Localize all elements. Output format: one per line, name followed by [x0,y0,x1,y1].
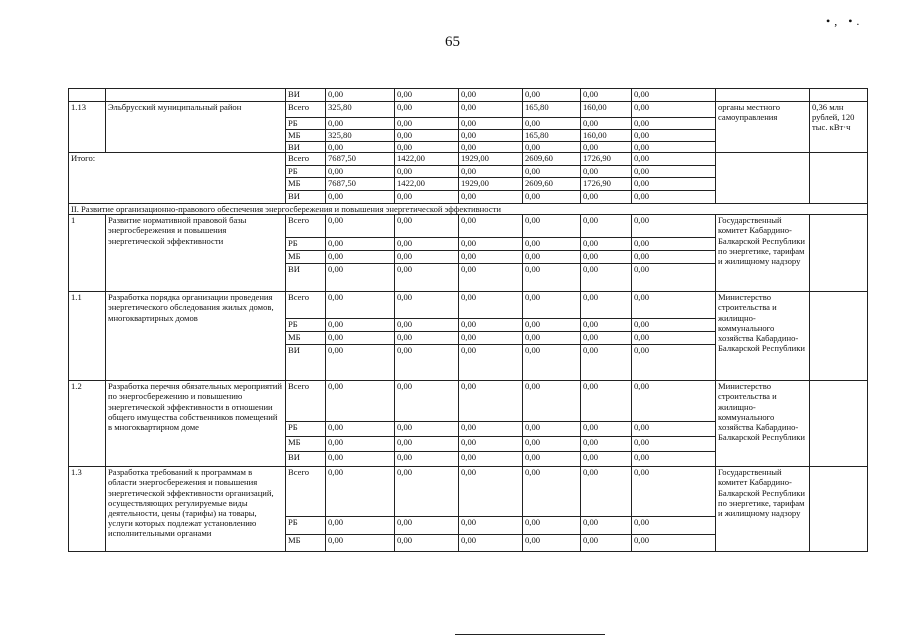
value-cell: 2609,60 [523,178,581,191]
value-cell: 0,00 [326,422,395,437]
value-cell: 0,00 [523,437,581,452]
name-cell: Разработка требований к программам в области энергосбережения и повышения энергетической эффективности организаций, осуществляющих регулируемые виды деятельности, цены (тарифы) на товары, услуги которых подлежат установлению исполнительными органами [106,467,286,552]
itogo-label: Итого: [69,153,286,204]
value-cell: 0,00 [581,381,632,422]
value-cell: 0,00 [326,215,395,238]
value-cell: 0,00 [581,118,632,130]
value-cell: 0,00 [632,102,716,118]
value-cell: 0,00 [581,264,632,292]
value-cell: 0,00 [581,319,632,332]
value-cell: 0,00 [459,238,523,251]
value-cell: 0,00 [632,422,716,437]
source-cell: МБ [286,178,326,191]
value-cell: 325,80 [326,102,395,118]
value-cell: 0,00 [632,89,716,102]
value-cell: 0,00 [326,319,395,332]
value-cell: 0,00 [523,467,581,517]
value-cell: 0,00 [581,166,632,178]
value-cell: 0,00 [326,467,395,517]
source-cell: РБ [286,118,326,130]
name-cell: Разработка порядка организации проведения энергетического обследования жилых домов, многоквартирных домов [106,292,286,381]
source-cell: МБ [286,437,326,452]
source-cell: Всего [286,381,326,422]
value-cell: 0,00 [581,215,632,238]
value-cell: 0,00 [632,178,716,191]
executor-cell: Государственный комитет Кабардино-Балкарской Республики по энергетике, тарифам и жилищному надзору [716,467,810,552]
value-cell: 0,00 [395,130,459,142]
num-cell: 1 [69,215,106,292]
value-cell: 0,00 [523,319,581,332]
source-cell: МБ [286,535,326,552]
source-cell: Всего [286,467,326,517]
source-cell: РБ [286,238,326,251]
value-cell: 0,00 [395,191,459,204]
value-cell: 0,00 [581,251,632,264]
value-cell: 0,00 [459,437,523,452]
value-cell: 0,00 [523,381,581,422]
num-cell: 1.1 [69,292,106,381]
value-cell: 0,00 [395,467,459,517]
value-cell: 0,00 [459,467,523,517]
result-cell [810,89,868,102]
value-cell: 0,00 [632,153,716,166]
num-cell: 1.3 [69,467,106,552]
value-cell: 0,00 [395,422,459,437]
value-cell: 0,00 [523,332,581,345]
value-cell: 0,00 [459,422,523,437]
value-cell: 0,00 [632,452,716,467]
value-cell: 0,00 [459,102,523,118]
value-cell: 1422,00 [395,178,459,191]
value-cell: 0,00 [459,535,523,552]
value-cell: 0,00 [326,535,395,552]
value-cell: 0,00 [395,452,459,467]
value-cell: 0,00 [395,142,459,153]
table-row [69,292,868,319]
value-cell: 0,00 [395,89,459,102]
program-table [68,88,868,552]
value-cell: 0,00 [395,381,459,422]
value-cell: 0,00 [523,452,581,467]
value-cell: 160,00 [581,102,632,118]
value-cell: 0,00 [459,452,523,467]
executor-cell: Государственный комитет Кабардино-Балкарской Республики по энергетике, тарифам и жилищному надзору [716,215,810,292]
name-cell [106,89,286,102]
value-cell: 0,00 [581,142,632,153]
value-cell: 0,00 [459,264,523,292]
value-cell: 0,00 [523,215,581,238]
table-row [69,204,868,215]
value-cell: 0,00 [395,437,459,452]
value-cell: 0,00 [459,166,523,178]
value-cell: 0,00 [326,452,395,467]
value-cell: 0,00 [395,319,459,332]
source-cell: РБ [286,422,326,437]
source-cell: ВИ [286,142,326,153]
value-cell: 0,00 [581,191,632,204]
value-cell: 0,00 [581,238,632,251]
value-cell: 0,00 [326,345,395,381]
name-cell: Разработка перечня обязательных мероприятий по энергосбережению и повышению энергетической эффективности в отношении общего имущества собственников помещений в многоквартирном доме [106,381,286,467]
table-row [69,102,868,118]
value-cell: 0,00 [632,166,716,178]
table-row [69,215,868,238]
value-cell: 7687,50 [326,153,395,166]
value-cell: 0,00 [523,191,581,204]
value-cell: 0,00 [326,89,395,102]
value-cell: 0,00 [395,251,459,264]
value-cell: 0,00 [459,332,523,345]
value-cell: 0,00 [632,517,716,535]
value-cell: 0,00 [632,437,716,452]
value-cell: 0,00 [395,345,459,381]
value-cell: 0,00 [523,166,581,178]
value-cell: 0,00 [632,319,716,332]
value-cell: 0,00 [523,238,581,251]
value-cell: 0,00 [459,251,523,264]
value-cell: 2609,60 [523,153,581,166]
value-cell: 1726,90 [581,178,632,191]
value-cell: 1929,00 [459,178,523,191]
value-cell: 0,00 [523,264,581,292]
value-cell: 0,00 [632,215,716,238]
value-cell: 0,00 [395,118,459,130]
value-cell: 0,00 [326,238,395,251]
value-cell: 0,00 [581,517,632,535]
value-cell: 0,00 [581,89,632,102]
value-cell: 0,00 [395,517,459,535]
value-cell: 160,00 [581,130,632,142]
source-cell: РБ [286,319,326,332]
value-cell: 0,00 [523,89,581,102]
value-cell: 0,00 [459,215,523,238]
value-cell: 0,00 [632,381,716,422]
value-cell: 0,00 [326,251,395,264]
scan-marks: •, •. [826,14,864,28]
value-cell: 165,80 [523,130,581,142]
source-cell: ВИ [286,89,326,102]
name-cell: Эльбрусский муниципальный район [106,102,286,153]
value-cell: 0,00 [523,422,581,437]
value-cell: 0,00 [632,191,716,204]
value-cell: 0,00 [326,292,395,319]
source-cell: Всего [286,215,326,238]
source-cell: РБ [286,517,326,535]
value-cell: 0,00 [523,142,581,153]
source-cell: Всего [286,153,326,166]
value-cell: 0,00 [523,118,581,130]
value-cell: 0,00 [632,264,716,292]
value-cell: 0,00 [326,142,395,153]
source-cell: МБ [286,251,326,264]
value-cell: 0,00 [395,102,459,118]
executor-cell [716,153,810,204]
table-row [69,89,868,102]
value-cell: 7687,50 [326,178,395,191]
source-cell: МБ [286,332,326,345]
result-cell [810,381,868,467]
value-cell: 0,00 [523,292,581,319]
name-cell: Развитие нормативной правовой базы энергосбережения и повышения энергетической эффективности [106,215,286,292]
value-cell: 0,00 [581,437,632,452]
value-cell: 0,00 [459,319,523,332]
value-cell: 0,00 [459,381,523,422]
value-cell: 0,00 [395,166,459,178]
source-cell: ВИ [286,345,326,381]
executor-cell: органы местного самоуправления [716,102,810,153]
page-number: 65 [445,34,460,50]
value-cell: 0,00 [581,467,632,517]
num-cell: 1.13 [69,102,106,153]
result-cell [810,153,868,204]
value-cell: 0,00 [632,238,716,251]
value-cell: 0,00 [581,422,632,437]
table-row [69,153,868,166]
source-cell: Всего [286,292,326,319]
value-cell: 0,00 [459,345,523,381]
value-cell: 0,00 [395,535,459,552]
value-cell: 0,00 [395,238,459,251]
value-cell: 165,80 [523,102,581,118]
source-cell: МБ [286,130,326,142]
value-cell: 0,00 [632,118,716,130]
value-cell: 0,00 [326,264,395,292]
table-row [69,381,868,422]
result-cell [810,467,868,552]
value-cell: 0,00 [326,332,395,345]
value-cell: 0,00 [395,264,459,292]
result-cell: 0,36 млн рублей, 120 тыс. кВт·ч [810,102,868,153]
value-cell: 0,00 [523,251,581,264]
value-cell: 0,00 [459,517,523,535]
value-cell: 0,00 [459,142,523,153]
value-cell: 1422,00 [395,153,459,166]
value-cell: 0,00 [632,251,716,264]
value-cell: 0,00 [326,381,395,422]
source-cell: РБ [286,166,326,178]
value-cell: 0,00 [326,517,395,535]
value-cell: 0,00 [523,517,581,535]
value-cell: 0,00 [632,467,716,517]
executor-cell [716,89,810,102]
result-cell [810,215,868,292]
value-cell: 0,00 [459,130,523,142]
value-cell: 1929,00 [459,153,523,166]
table-row [69,467,868,517]
executor-cell: Министерство строительства и жилищно-коммунального хозяйства Кабардино-Балкарской Республики [716,381,810,467]
value-cell: 0,00 [523,345,581,381]
value-cell: 0,00 [632,142,716,153]
result-cell [810,292,868,381]
value-cell: 325,80 [326,130,395,142]
section-heading: II. Развитие организационно-правового обеспечения энергосбережения и повышения энергетической эффективности [69,204,868,215]
value-cell: 0,00 [632,292,716,319]
source-cell: ВИ [286,264,326,292]
num-cell [69,89,106,102]
value-cell: 0,00 [395,292,459,319]
value-cell: 0,00 [581,535,632,552]
executor-cell: Министерство строительства и жилищно-коммунального хозяйства Кабардино-Балкарской Республики [716,292,810,381]
value-cell: 0,00 [395,215,459,238]
bottom-rule [455,634,605,635]
value-cell: 0,00 [581,332,632,345]
value-cell: 0,00 [632,130,716,142]
value-cell: 0,00 [459,118,523,130]
value-cell: 0,00 [459,292,523,319]
value-cell: 0,00 [632,535,716,552]
source-cell: Всего [286,102,326,118]
value-cell: 0,00 [326,191,395,204]
value-cell: 0,00 [326,166,395,178]
value-cell: 0,00 [459,89,523,102]
source-cell: ВИ [286,191,326,204]
value-cell: 0,00 [632,332,716,345]
value-cell: 0,00 [581,452,632,467]
num-cell: 1.2 [69,381,106,467]
value-cell: 1726,90 [581,153,632,166]
value-cell: 0,00 [581,292,632,319]
source-cell: ВИ [286,452,326,467]
value-cell: 0,00 [326,118,395,130]
value-cell: 0,00 [395,332,459,345]
value-cell: 0,00 [581,345,632,381]
value-cell: 0,00 [326,437,395,452]
value-cell: 0,00 [632,345,716,381]
value-cell: 0,00 [523,535,581,552]
value-cell: 0,00 [459,191,523,204]
